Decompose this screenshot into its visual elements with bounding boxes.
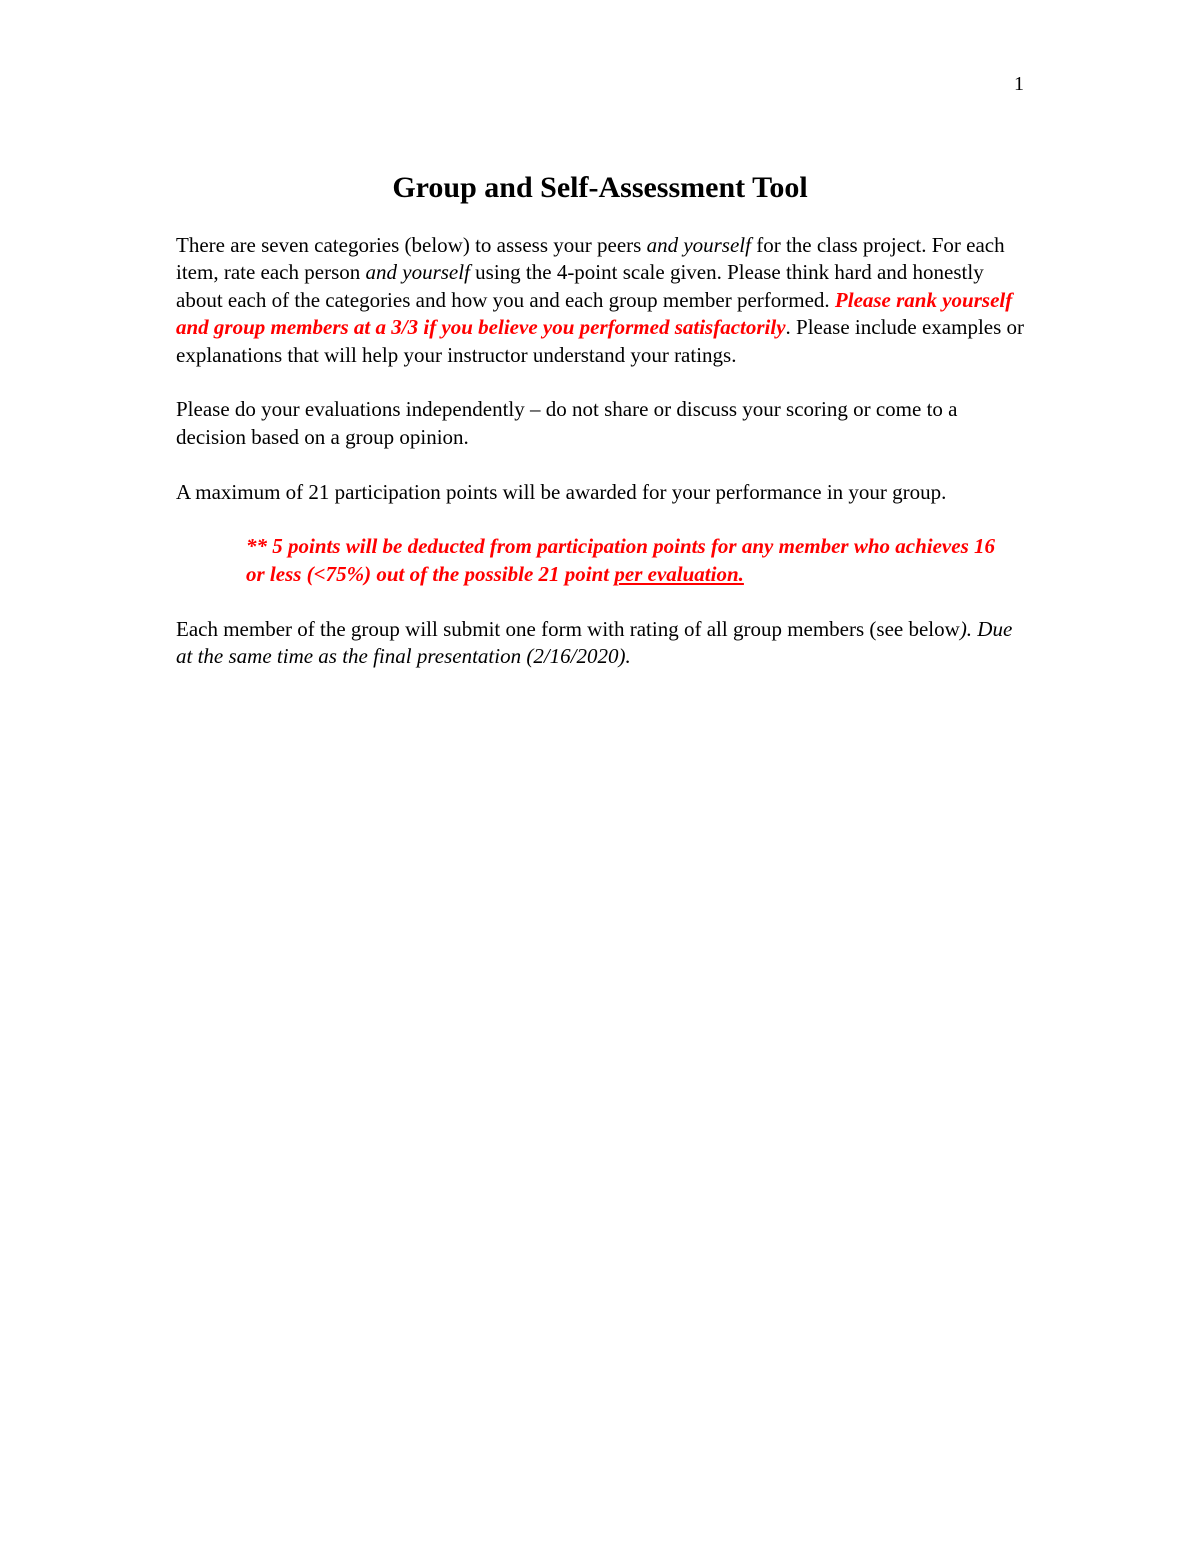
deduction-underlined: per evaluation.: [614, 561, 744, 586]
document-body: [176, 232, 1026, 698]
intro-italic-2: and yourself: [365, 260, 470, 285]
intro-text-3: using the 4-point scale given. Please think hard and honestly about each of the categories and how you and each group member performed.: [176, 260, 984, 312]
submission-text: Each member of the group will submit one form with rating of all group members (see below: [176, 616, 960, 641]
deduction-notice: [176, 533, 1026, 588]
intro-text-2: for the class project. For each item, rate each person: [176, 233, 1005, 285]
maximum-points-paragraph: A maximum of 21 participation points will be awarded for your performance in your group.: [176, 479, 947, 504]
independence-paragraph: Please do your evaluations independently – do not share or discuss your scoring or come to a decision based on a group opinion.: [176, 397, 958, 449]
intro-text-1: There are seven categories (below) to assess your peers: [176, 233, 647, 257]
intro-paragraph: [176, 232, 1026, 369]
intro-emphasis: Please rank yourself and group members at a 3/3 if you believe you performed satisfactorily: [176, 287, 1013, 340]
deduction-text: ** 5 points will be deducted from participation points for any member who achieves 16 or less (<75%) out of the possible 21 point: [246, 534, 995, 586]
page-number: 1: [1014, 73, 1024, 95]
submission-paragraph: [176, 616, 1026, 671]
intro-italic-1: and yourself: [646, 233, 751, 257]
intro-text-4: . Please include examples or explanations that will help your instructor understand your ratings.: [176, 315, 1025, 367]
submission-due-italic: ). Due at the same time as the final presentation (2/16/2020).: [176, 616, 1013, 669]
document-title: Group and Self-Assessment Tool: [392, 171, 808, 204]
